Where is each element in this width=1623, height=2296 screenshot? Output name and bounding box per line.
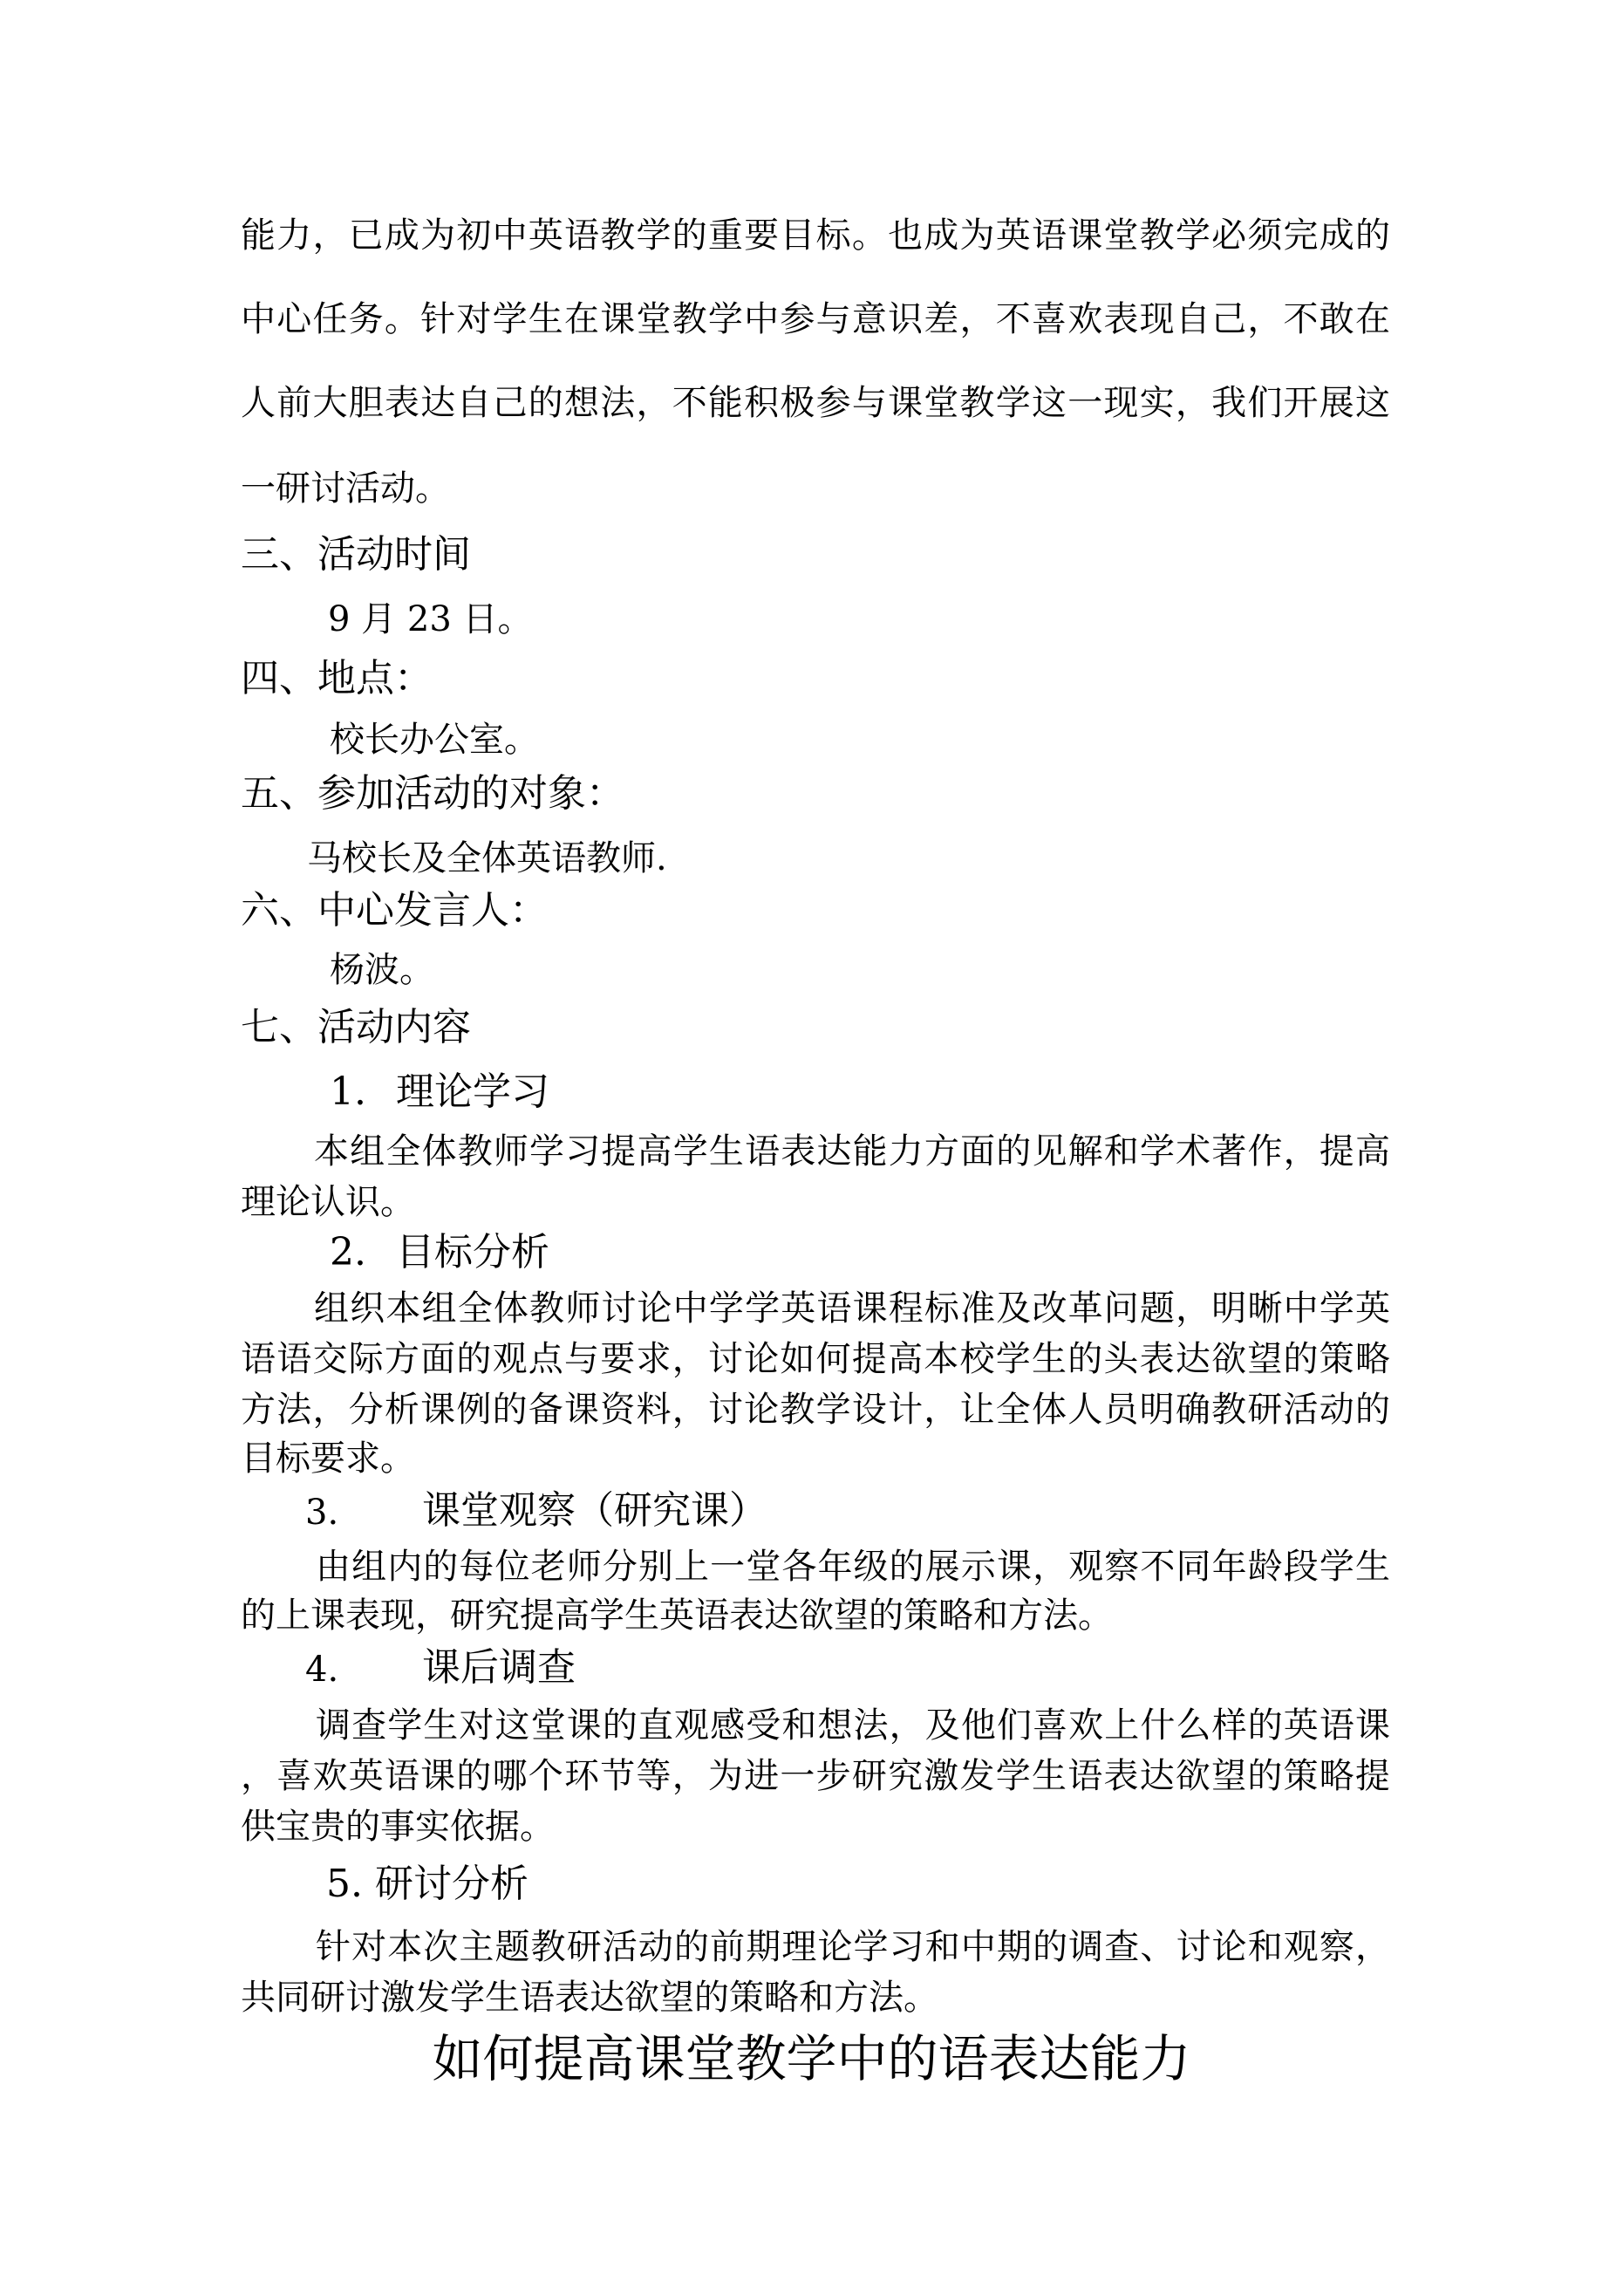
intro-line-2: 中心任务。针对学生在课堂教学中参与意识差，不喜欢表现自己，不敢在: [241, 299, 1390, 339]
item-1-title: 理论学习: [396, 1069, 549, 1114]
item-1-number: 1.: [330, 1069, 366, 1114]
item-3-line-2: 的上课表现，研究提高学生英语表达欲望的策略和方法。: [241, 1596, 1113, 1636]
section-place-content: 校长办公室。: [330, 720, 539, 760]
item-3-title: 课堂观察（研究课）: [422, 1488, 767, 1533]
item-1-line-1: 本组全体教师学习提高学生语表达能力方面的见解和学术著作，提高: [314, 1131, 1390, 1172]
section-activities-heading: 七、活动内容: [241, 1005, 471, 1049]
item-5-line-1: 针对本次主题教研活动的前期理论学习和中期的调查、讨论和观察，: [316, 1927, 1390, 1967]
item-5-title: 5. 研讨分析: [326, 1862, 528, 1906]
item-2-line-4: 目标要求。: [241, 1438, 415, 1479]
item-4-line-2: ，喜欢英语课的哪个环节等，为进一步研究激发学生语表达欲望的策略提: [241, 1756, 1390, 1796]
item-1-line-2: 理论认识。: [241, 1182, 415, 1222]
item-2-title: 目标分析: [396, 1230, 549, 1274]
footer-title: 如何提高课堂教学中的语表达能力: [432, 2029, 1191, 2088]
item-4-line-3: 供宝贵的事实依据。: [241, 1807, 555, 1847]
section-time-heading: 三、活动时间: [241, 532, 471, 577]
section-participants-heading: 五、参加活动的对象：: [241, 771, 624, 816]
intro-line-3: 人前大胆表达自己的想法，不能积极参与课堂教学这一现实，我们开展这: [241, 383, 1390, 423]
intro-line-4: 一研讨活动。: [241, 468, 450, 509]
section-time-content: 9 月 23 日。: [328, 599, 533, 639]
item-4-line-1: 调查学生对这堂课的直观感受和想法，及他们喜欢上什么样的英语课: [316, 1705, 1390, 1746]
item-5-line-2: 共同研讨激发学生语表达欲望的策略和方法。: [241, 1978, 938, 2018]
intro-line-1: 能力，已成为初中英语教学的重要目标。也成为英语课堂教学必须完成的: [241, 215, 1390, 256]
item-3-number: 3.: [305, 1493, 339, 1533]
section-speaker-content: 杨波。: [330, 950, 434, 990]
item-3-line-1: 由组内的每位老师分别上一堂各年级的展示课，观察不同年龄段学生: [316, 1547, 1390, 1587]
item-2-line-2: 语语交际方面的观点与要求，讨论如何提高本校学生的头表达欲望的策略: [241, 1339, 1390, 1379]
item-2-number: 2.: [330, 1230, 366, 1274]
item-2-line-3: 方法，分析课例的备课资料，讨论教学设计，让全体人员明确教研活动的: [241, 1390, 1390, 1430]
item-2-line-1: 组织本组全体教师讨论中学学英语课程标准及改革问题，明晰中学英: [314, 1288, 1390, 1329]
item-4-title: 课后调查: [422, 1645, 576, 1690]
section-speaker-heading: 六、中心发言人：: [241, 888, 548, 933]
section-participants-content: 马校长及全体英语教师.: [307, 838, 667, 878]
item-4-number: 4.: [305, 1650, 339, 1690]
section-place-heading: 四、地点：: [241, 656, 433, 700]
